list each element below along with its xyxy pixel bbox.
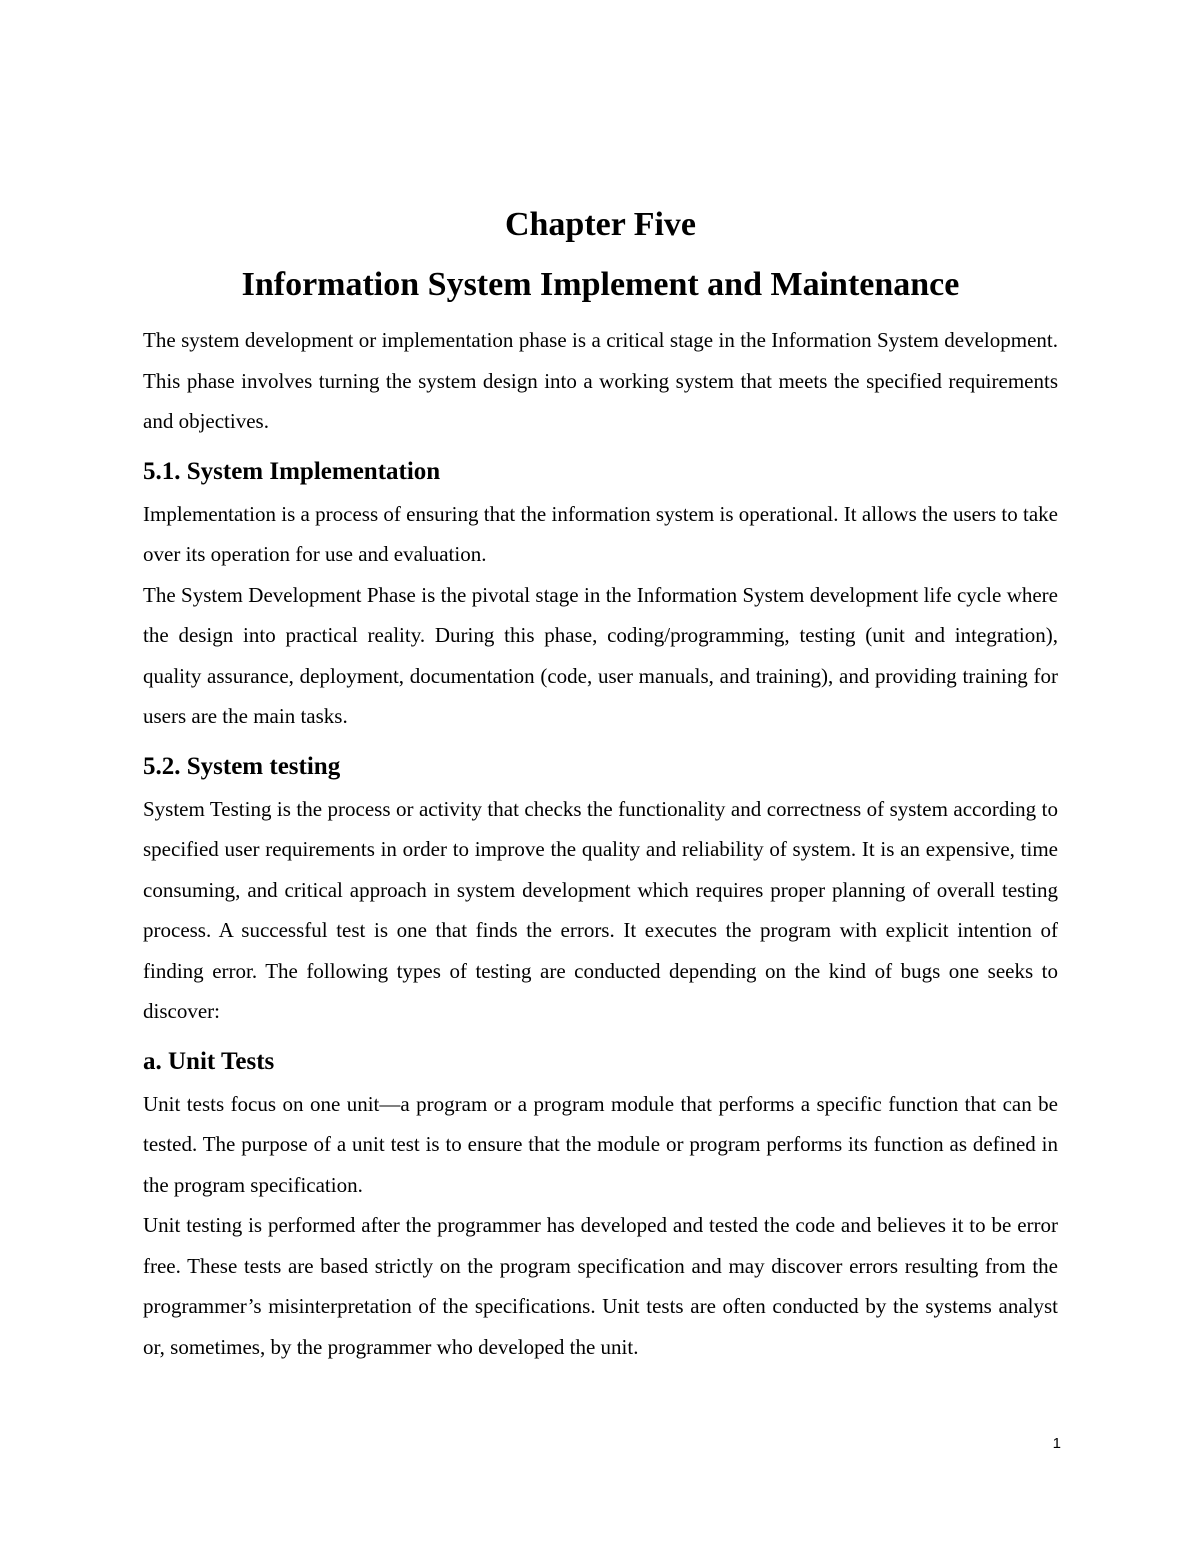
paragraph: Unit testing is performed after the programmer has developed and tested the code and believes it to be error free. These tests are based strictly on the program specification and may discover errors resulting from the programmer’s misinterpretation of the specifications. Unit tests are often conducted by the systems analyst or, sometimes, by the programmer who developed the unit. [143,1213,1058,1359]
page-content [143,200,1058,1367]
section-heading-system-implementation: 5.1. System Implementation [143,457,441,485]
paragraph: The System Development Phase is the pivotal stage in the Information System development life cycle where the design into practical reality. During this phase, coding/programming, testing (unit and integration), quality assurance, deployment, documentation (code, user manuals, and training), and providing training for users are the main tasks. [143,582,1058,728]
chapter-title: Chapter Five [504,206,697,243]
section-heading-system-testing: 5.2. System testing [143,752,341,780]
page-number: 1 [1052,1435,1061,1452]
paragraph: System Testing is the process or activity that checks the functionality and correctness of system according to specified user requirements in order to improve the quality and reliability of system. It is an expensive, time consuming, and critical approach in system development which requires proper planning of overall testing process. A successful test is one that finds the errors. It executes the program with explicit intention of finding error. The following types of testing are conducted depending on the kind of bugs one seeks to discover: [143,796,1058,1023]
paragraph: Implementation is a process of ensuring that the information system is operational. It allows the users to take over its operation for use and evaluation. [143,501,1058,566]
intro-paragraph: The system development or implementation phase is a critical stage in the Information System development. This phase involves turning the system design into a working system that meets the specified requirements and objectives. [143,328,1058,433]
paragraph: Unit tests focus on one unit—a program or a program module that performs a specific function that can be tested. The purpose of a unit test is to ensure that the module or program performs its function as defined in the program specification. [143,1091,1058,1197]
chapter-subtitle: Information System Implement and Maintenance [241,266,960,303]
section-heading-unit-tests: a. Unit Tests [143,1047,275,1075]
